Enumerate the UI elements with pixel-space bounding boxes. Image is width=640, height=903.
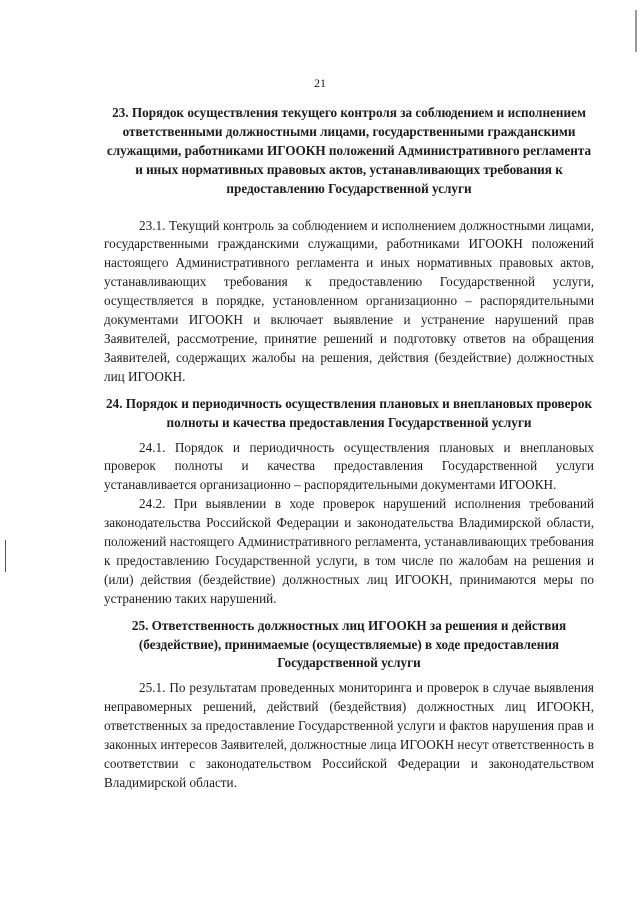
- section-heading: 25. Ответственность должностных лиц ИГООКН за решения и действия (бездействие), принимаемые (осуществляемые) в ходе предоставления Государственной услуги: [131, 617, 567, 671]
- paragraph: 23.1. Текущий контроль за соблюдением и исполнением должностными лицами, государственными гражданскими служащими, работниками ИГООКН положений настоящего Административного регламента и иных нормативных правовых актов, устанавливающих требования к предоставлению Государственной услуги, осуществляется в порядке, установленном организационно – распорядительными документами ИГООКН и включает выявление и устранение нарушений прав Заявителей, рассмотрение, принятие решений и подготовку ответов на обращения Заявителей, содержащих жалобы на решения, действия (бездействие) должностных лиц ИГООКН.: [104, 217, 594, 384]
- section-25: [104, 617, 594, 793]
- margin-mark: [5, 540, 6, 572]
- paragraph: 24.1. Порядок и периодичность осуществления плановых и внеплановых проверок полноты и качества предоставления Государственной услуги устанавливается организационно – распорядительными документами ИГООКН.: [104, 439, 594, 493]
- section-heading: 23. Порядок осуществления текущего контроля за соблюдением и исполнением ответственными должностными лицами, государственными гражданскими служащими, работниками ИГООКН положений Административного регламента и иных нормативных правовых актов, устанавливающих требования к предоставлению Государственной услуги: [106, 105, 592, 196]
- section-23: [104, 104, 594, 387]
- paragraph: 24.2. При выявлении в ходе проверок нарушений исполнения требований законодательства Российской Федерации и законодательства Владимирской области, положений настоящего Административного регламента, устанавливающих требования к предоставлению Государственной услуги, в том числе по жалобам на решения и (или) действия (бездействие) должностных лиц ИГООКН, принимаются меры по устранению таких нарушений.: [104, 496, 594, 606]
- scan-edge-mark: [635, 10, 637, 52]
- section-heading: 24. Порядок и периодичность осуществления плановых и внеплановых проверок полноты и качества предоставления Государственной услуги: [105, 395, 593, 430]
- section-24: [104, 395, 594, 609]
- page-number: 21: [314, 76, 326, 90]
- paragraph: 25.1. По результатам проведенных мониторинга и проверок в случае выявления неправомерных решений, действий (бездействия) должностных лиц ИГООКН, ответственных за предоставление Государственной услуги и фактов нарушения прав и законных интересов Заявителей, должностные лица ИГООКН несут ответственность в соответствии с законодательством Российской Федерации и законодательством Владимирской области.: [104, 680, 594, 790]
- document-body: [104, 104, 594, 793]
